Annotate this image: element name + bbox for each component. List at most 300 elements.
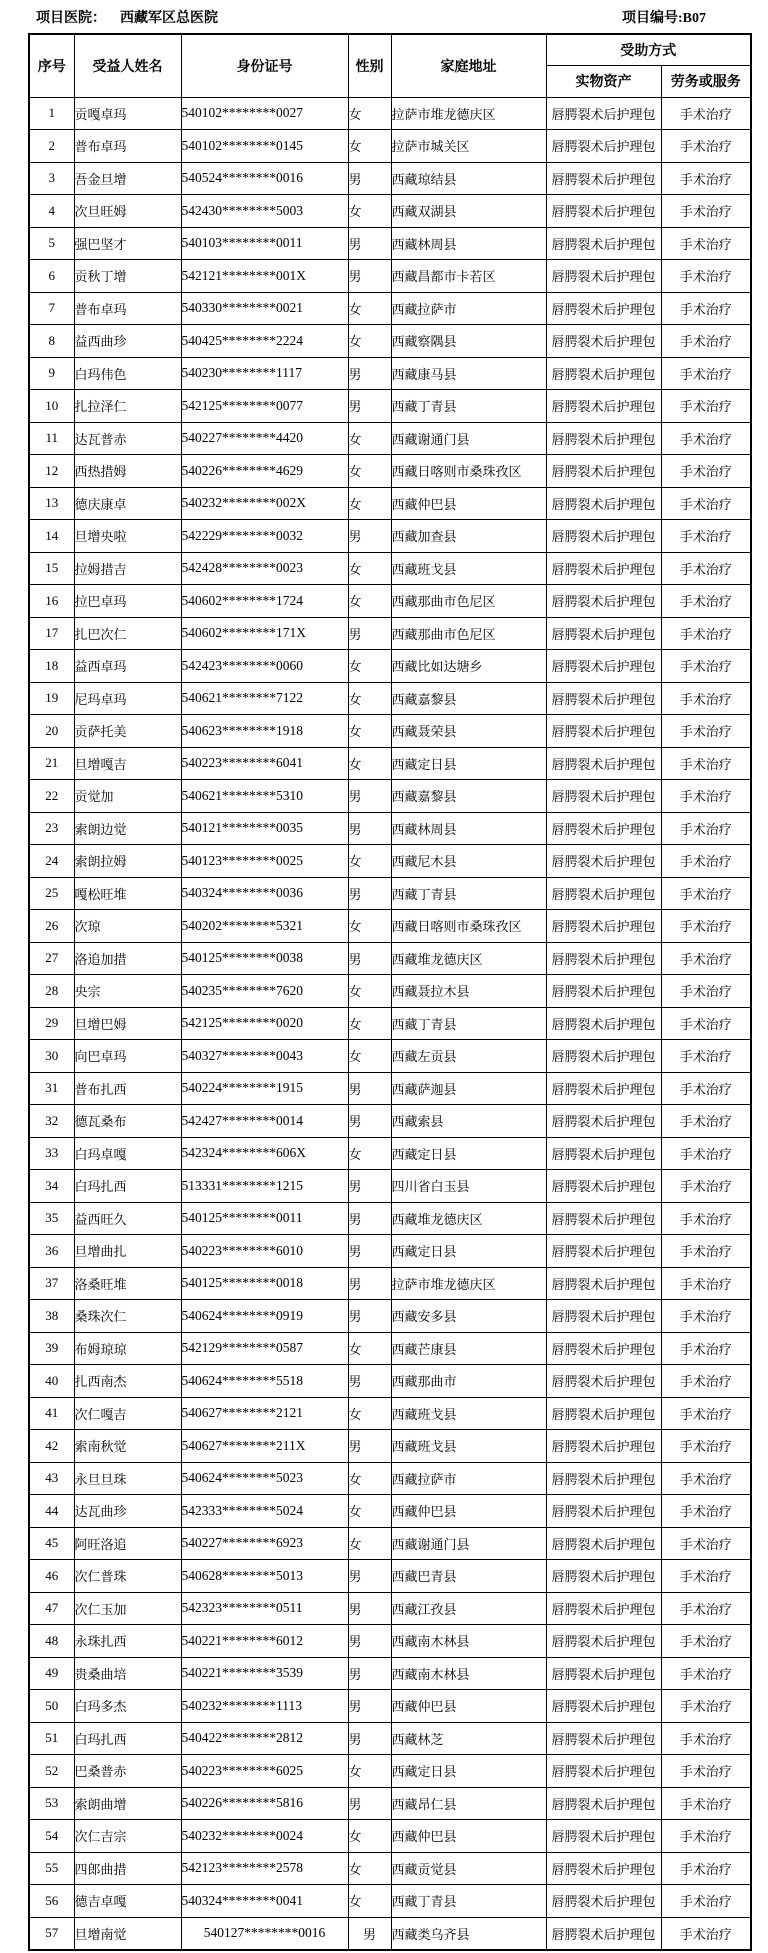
cell-address: 西藏林芝 <box>391 1722 546 1755</box>
cell-index: 32 <box>29 1105 74 1138</box>
cell-aid-physical: 唇腭裂术后护理包 <box>546 682 661 715</box>
cell-name: 嘎松旺堆 <box>74 877 181 910</box>
cell-gender: 男 <box>348 1300 391 1333</box>
cell-address: 西藏南木林县 <box>391 1657 546 1690</box>
cell-id-number: 540226********4629 <box>181 455 348 488</box>
cell-id-number: 542427********0014 <box>181 1105 348 1138</box>
beneficiary-table <box>28 33 752 1951</box>
cell-name: 洛追加措 <box>74 942 181 975</box>
cell-aid-physical: 唇腭裂术后护理包 <box>546 1300 661 1333</box>
cell-id-number: 540422********2812 <box>181 1722 348 1755</box>
cell-name: 达瓦曲珍 <box>74 1495 181 1528</box>
table-row <box>29 1527 751 1560</box>
cell-gender: 女 <box>348 325 391 358</box>
cell-gender: 女 <box>348 1885 391 1918</box>
cell-aid-service: 手术治疗 <box>661 162 751 195</box>
cell-aid-physical: 唇腭裂术后护理包 <box>546 1787 661 1820</box>
table-row <box>29 1397 751 1430</box>
cell-index: 2 <box>29 130 74 163</box>
cell-id-number: 540602********1724 <box>181 585 348 618</box>
table-row <box>29 1170 751 1203</box>
cell-aid-physical: 唇腭裂术后护理包 <box>546 260 661 293</box>
cell-gender: 男 <box>348 1917 391 1950</box>
cell-gender: 男 <box>348 227 391 260</box>
cell-name: 扎西南杰 <box>74 1365 181 1398</box>
table-row <box>29 357 751 390</box>
cell-name: 吾金旦增 <box>74 162 181 195</box>
cell-aid-service: 手术治疗 <box>661 325 751 358</box>
cell-gender: 男 <box>348 357 391 390</box>
cell-gender: 女 <box>348 1007 391 1040</box>
cell-aid-service: 手术治疗 <box>661 1690 751 1723</box>
cell-name: 白玛卓嘎 <box>74 1137 181 1170</box>
cell-name: 向巴卓玛 <box>74 1040 181 1073</box>
cell-id-number: 540624********5518 <box>181 1365 348 1398</box>
cell-address: 西藏那曲市 <box>391 1365 546 1398</box>
cell-aid-physical: 唇腭裂术后护理包 <box>546 1170 661 1203</box>
cell-address: 西藏贡觉县 <box>391 1852 546 1885</box>
cell-aid-service: 手术治疗 <box>661 97 751 130</box>
cell-aid-service: 手术治疗 <box>661 1722 751 1755</box>
cell-gender: 男 <box>348 1235 391 1268</box>
cell-index: 41 <box>29 1397 74 1430</box>
cell-gender: 女 <box>348 552 391 585</box>
cell-address: 西藏班戈县 <box>391 552 546 585</box>
cell-name: 白玛扎西 <box>74 1722 181 1755</box>
cell-aid-service: 手术治疗 <box>661 910 751 943</box>
cell-address: 西藏嘉黎县 <box>391 682 546 715</box>
cell-name: 旦增嘎吉 <box>74 747 181 780</box>
cell-address: 西藏比如达塘乡 <box>391 650 546 683</box>
cell-gender: 女 <box>348 1462 391 1495</box>
table-row <box>29 1040 751 1073</box>
cell-aid-service: 手术治疗 <box>661 682 751 715</box>
cell-address: 西藏那曲市色尼区 <box>391 617 546 650</box>
cell-index: 21 <box>29 747 74 780</box>
cell-aid-physical: 唇腭裂术后护理包 <box>546 715 661 748</box>
table-row <box>29 1202 751 1235</box>
cell-aid-physical: 唇腭裂术后护理包 <box>546 1820 661 1853</box>
cell-id-number: 540327********0043 <box>181 1040 348 1073</box>
cell-id-number: 542125********0077 <box>181 390 348 423</box>
cell-id-number: 540221********3539 <box>181 1657 348 1690</box>
cell-id-number: 542423********0060 <box>181 650 348 683</box>
cell-name: 旦增南觉 <box>74 1917 181 1950</box>
cell-id-number: 540624********5023 <box>181 1462 348 1495</box>
cell-address: 西藏仲巴县 <box>391 1820 546 1853</box>
cell-aid-service: 手术治疗 <box>661 1202 751 1235</box>
cell-gender: 女 <box>348 1332 391 1365</box>
cell-gender: 男 <box>348 617 391 650</box>
cell-address: 西藏日喀则市桑珠孜区 <box>391 455 546 488</box>
cell-aid-service: 手术治疗 <box>661 1170 751 1203</box>
cell-name: 益西旺久 <box>74 1202 181 1235</box>
cell-id-number: 542125********0020 <box>181 1007 348 1040</box>
table-row <box>29 1105 751 1138</box>
cell-address: 西藏芒康县 <box>391 1332 546 1365</box>
cell-address: 西藏丁青县 <box>391 877 546 910</box>
project-hospital <box>36 7 218 27</box>
cell-address: 西藏定日县 <box>391 1137 546 1170</box>
cell-aid-service: 手术治疗 <box>661 1332 751 1365</box>
cell-address: 西藏那曲市色尼区 <box>391 585 546 618</box>
cell-id-number: 540623********1918 <box>181 715 348 748</box>
cell-aid-physical: 唇腭裂术后护理包 <box>546 1040 661 1073</box>
cell-address: 西藏班戈县 <box>391 1397 546 1430</box>
cell-address: 西藏安多县 <box>391 1300 546 1333</box>
column-header-id: 身份证号 <box>181 34 348 97</box>
cell-address: 西藏索县 <box>391 1105 546 1138</box>
cell-index: 10 <box>29 390 74 423</box>
cell-gender: 男 <box>348 260 391 293</box>
cell-name: 永旦旦珠 <box>74 1462 181 1495</box>
cell-id-number: 540227********4420 <box>181 422 348 455</box>
cell-aid-physical: 唇腭裂术后护理包 <box>546 1657 661 1690</box>
cell-gender: 男 <box>348 780 391 813</box>
cell-address: 西藏班戈县 <box>391 1430 546 1463</box>
cell-id-number: 540123********0025 <box>181 845 348 878</box>
cell-name: 拉巴卓玛 <box>74 585 181 618</box>
cell-index: 13 <box>29 487 74 520</box>
column-header-aid-service: 劳务或服务 <box>661 65 751 97</box>
cell-aid-physical: 唇腭裂术后护理包 <box>546 585 661 618</box>
cell-name: 旦增央啦 <box>74 520 181 553</box>
table-row <box>29 1267 751 1300</box>
cell-aid-physical: 唇腭裂术后护理包 <box>546 1722 661 1755</box>
cell-index: 57 <box>29 1917 74 1950</box>
project-code <box>622 7 706 27</box>
cell-id-number: 542428********0023 <box>181 552 348 585</box>
cell-address: 西藏加查县 <box>391 520 546 553</box>
cell-aid-service: 手术治疗 <box>661 1625 751 1658</box>
table-row <box>29 1560 751 1593</box>
cell-aid-service: 手术治疗 <box>661 455 751 488</box>
cell-address: 西藏南木林县 <box>391 1625 546 1658</box>
cell-name: 布姆琼琼 <box>74 1332 181 1365</box>
table-row <box>29 1722 751 1755</box>
cell-aid-service: 手术治疗 <box>661 942 751 975</box>
cell-aid-service: 手术治疗 <box>661 390 751 423</box>
cell-index: 48 <box>29 1625 74 1658</box>
cell-index: 26 <box>29 910 74 943</box>
table-row <box>29 1657 751 1690</box>
cell-index: 47 <box>29 1592 74 1625</box>
cell-aid-physical: 唇腭裂术后护理包 <box>546 1105 661 1138</box>
cell-gender: 男 <box>348 520 391 553</box>
cell-name: 达瓦普赤 <box>74 422 181 455</box>
cell-aid-service: 手术治疗 <box>661 1007 751 1040</box>
cell-aid-service: 手术治疗 <box>661 1397 751 1430</box>
table-row <box>29 1365 751 1398</box>
cell-aid-service: 手术治疗 <box>661 292 751 325</box>
cell-gender: 女 <box>348 1040 391 1073</box>
cell-index: 29 <box>29 1007 74 1040</box>
cell-name: 西热措姆 <box>74 455 181 488</box>
cell-address: 西藏江孜县 <box>391 1592 546 1625</box>
cell-aid-physical: 唇腭裂术后护理包 <box>546 877 661 910</box>
cell-index: 16 <box>29 585 74 618</box>
cell-index: 19 <box>29 682 74 715</box>
cell-index: 3 <box>29 162 74 195</box>
cell-index: 30 <box>29 1040 74 1073</box>
cell-name: 阿旺洛追 <box>74 1527 181 1560</box>
cell-address: 西藏堆龙德庆区 <box>391 1202 546 1235</box>
cell-id-number: 540223********6041 <box>181 747 348 780</box>
cell-gender: 男 <box>348 1267 391 1300</box>
cell-gender: 女 <box>348 130 391 163</box>
cell-address: 西藏嘉黎县 <box>391 780 546 813</box>
cell-id-number: 542229********0032 <box>181 520 348 553</box>
cell-address: 西藏丁青县 <box>391 390 546 423</box>
cell-address: 拉萨市城关区 <box>391 130 546 163</box>
cell-aid-physical: 唇腭裂术后护理包 <box>546 1332 661 1365</box>
cell-name: 拉姆措吉 <box>74 552 181 585</box>
cell-aid-physical: 唇腭裂术后护理包 <box>546 97 661 130</box>
cell-gender: 男 <box>348 1170 391 1203</box>
cell-aid-service: 手术治疗 <box>661 1820 751 1853</box>
column-header-aid-physical: 实物资产 <box>546 65 661 97</box>
cell-name: 扎巴次仁 <box>74 617 181 650</box>
cell-name: 次琼 <box>74 910 181 943</box>
cell-address: 西藏昂仁县 <box>391 1787 546 1820</box>
cell-name: 次仁吉宗 <box>74 1820 181 1853</box>
cell-index: 46 <box>29 1560 74 1593</box>
cell-address: 西藏左贡县 <box>391 1040 546 1073</box>
cell-id-number: 540621********5310 <box>181 780 348 813</box>
cell-name: 桑珠次仁 <box>74 1300 181 1333</box>
cell-id-number: 540125********0018 <box>181 1267 348 1300</box>
table-row <box>29 1137 751 1170</box>
cell-aid-physical: 唇腭裂术后护理包 <box>546 422 661 455</box>
cell-index: 6 <box>29 260 74 293</box>
cell-address: 西藏定日县 <box>391 747 546 780</box>
cell-aid-physical: 唇腭裂术后护理包 <box>546 552 661 585</box>
cell-index: 35 <box>29 1202 74 1235</box>
cell-index: 56 <box>29 1885 74 1918</box>
cell-aid-service: 手术治疗 <box>661 1787 751 1820</box>
cell-id-number: 540232********0024 <box>181 1820 348 1853</box>
cell-address: 西藏聂荣县 <box>391 715 546 748</box>
cell-index: 31 <box>29 1072 74 1105</box>
cell-name: 强巴坚才 <box>74 227 181 260</box>
cell-index: 23 <box>29 812 74 845</box>
cell-name: 益西卓玛 <box>74 650 181 683</box>
cell-id-number: 542333********5024 <box>181 1495 348 1528</box>
cell-address: 西藏拉萨市 <box>391 1462 546 1495</box>
cell-id-number: 540226********5816 <box>181 1787 348 1820</box>
cell-gender: 男 <box>348 1365 391 1398</box>
cell-gender: 女 <box>348 1137 391 1170</box>
cell-aid-physical: 唇腭裂术后护理包 <box>546 1755 661 1788</box>
cell-id-number: 542123********2578 <box>181 1852 348 1885</box>
cell-aid-service: 手术治疗 <box>661 422 751 455</box>
project-hospital-label: 项目医院： <box>36 11 106 26</box>
cell-id-number: 540223********6010 <box>181 1235 348 1268</box>
cell-aid-physical: 唇腭裂术后护理包 <box>546 1202 661 1235</box>
cell-aid-service: 手术治疗 <box>661 1300 751 1333</box>
cell-id-number: 542323********0511 <box>181 1592 348 1625</box>
table-row <box>29 1007 751 1040</box>
cell-address: 西藏林周县 <box>391 227 546 260</box>
cell-index: 37 <box>29 1267 74 1300</box>
cell-index: 53 <box>29 1787 74 1820</box>
cell-name: 索南秋觉 <box>74 1430 181 1463</box>
table-row <box>29 682 751 715</box>
cell-id-number: 542430********5003 <box>181 195 348 228</box>
cell-name: 尼玛卓玛 <box>74 682 181 715</box>
table-row <box>29 812 751 845</box>
cell-index: 1 <box>29 97 74 130</box>
cell-gender: 男 <box>348 1690 391 1723</box>
cell-id-number: 540621********7122 <box>181 682 348 715</box>
cell-gender: 女 <box>348 650 391 683</box>
cell-aid-physical: 唇腭裂术后护理包 <box>546 1365 661 1398</box>
table-row <box>29 715 751 748</box>
cell-address: 西藏丁青县 <box>391 1885 546 1918</box>
cell-id-number: 540324********0036 <box>181 877 348 910</box>
table-row <box>29 585 751 618</box>
cell-id-number: 540232********1113 <box>181 1690 348 1723</box>
cell-aid-service: 手术治疗 <box>661 845 751 878</box>
cell-gender: 女 <box>348 292 391 325</box>
cell-index: 25 <box>29 877 74 910</box>
cell-id-number: 540235********7620 <box>181 975 348 1008</box>
table-row <box>29 1690 751 1723</box>
cell-aid-physical: 唇腭裂术后护理包 <box>546 1495 661 1528</box>
cell-aid-physical: 唇腭裂术后护理包 <box>546 487 661 520</box>
cell-address: 西藏堆龙德庆区 <box>391 942 546 975</box>
table-row <box>29 1430 751 1463</box>
cell-aid-service: 手术治疗 <box>661 130 751 163</box>
cell-aid-physical: 唇腭裂术后护理包 <box>546 1527 661 1560</box>
cell-gender: 女 <box>348 715 391 748</box>
cell-index: 5 <box>29 227 74 260</box>
cell-name: 普布卓玛 <box>74 130 181 163</box>
cell-aid-service: 手术治疗 <box>661 617 751 650</box>
table-row <box>29 487 751 520</box>
cell-aid-physical: 唇腭裂术后护理包 <box>546 455 661 488</box>
cell-aid-physical: 唇腭裂术后护理包 <box>546 812 661 845</box>
cell-address: 西藏林周县 <box>391 812 546 845</box>
cell-aid-service: 手术治疗 <box>661 1527 751 1560</box>
cell-address: 西藏萨迦县 <box>391 1072 546 1105</box>
cell-id-number: 540627********211X <box>181 1430 348 1463</box>
cell-aid-physical: 唇腭裂术后护理包 <box>546 1072 661 1105</box>
cell-gender: 男 <box>348 877 391 910</box>
table-row <box>29 1755 751 1788</box>
cell-gender: 男 <box>348 390 391 423</box>
cell-gender: 女 <box>348 195 391 228</box>
cell-name: 次仁玉加 <box>74 1592 181 1625</box>
column-header-aid-group: 受助方式 <box>546 34 751 65</box>
cell-aid-physical: 唇腭裂术后护理包 <box>546 780 661 813</box>
cell-name: 普布扎西 <box>74 1072 181 1105</box>
cell-gender: 女 <box>348 1820 391 1853</box>
cell-index: 4 <box>29 195 74 228</box>
cell-address: 西藏尼木县 <box>391 845 546 878</box>
cell-address: 西藏定日县 <box>391 1235 546 1268</box>
cell-gender: 女 <box>348 487 391 520</box>
document-header <box>0 0 768 33</box>
table-row <box>29 747 751 780</box>
cell-id-number: 540624********0919 <box>181 1300 348 1333</box>
cell-id-number: 540227********6923 <box>181 1527 348 1560</box>
cell-gender: 女 <box>348 1495 391 1528</box>
cell-index: 50 <box>29 1690 74 1723</box>
cell-gender: 女 <box>348 1397 391 1430</box>
cell-aid-physical: 唇腭裂术后护理包 <box>546 162 661 195</box>
cell-aid-physical: 唇腭裂术后护理包 <box>546 1397 661 1430</box>
cell-aid-service: 手术治疗 <box>661 747 751 780</box>
table-row <box>29 1592 751 1625</box>
column-header-gender: 性别 <box>348 34 391 97</box>
cell-index: 36 <box>29 1235 74 1268</box>
cell-address: 西藏察隅县 <box>391 325 546 358</box>
cell-aid-physical: 唇腭裂术后护理包 <box>546 1885 661 1918</box>
table-row <box>29 292 751 325</box>
cell-address: 西藏聂拉木县 <box>391 975 546 1008</box>
cell-name: 旦增巴姆 <box>74 1007 181 1040</box>
cell-address: 西藏康马县 <box>391 357 546 390</box>
cell-aid-service: 手术治疗 <box>661 1105 751 1138</box>
cell-aid-service: 手术治疗 <box>661 1560 751 1593</box>
cell-index: 51 <box>29 1722 74 1755</box>
cell-index: 20 <box>29 715 74 748</box>
cell-name: 四郎曲措 <box>74 1852 181 1885</box>
table-row <box>29 650 751 683</box>
cell-id-number: 540628********5013 <box>181 1560 348 1593</box>
cell-aid-service: 手术治疗 <box>661 487 751 520</box>
cell-id-number: 540425********2224 <box>181 325 348 358</box>
cell-index: 44 <box>29 1495 74 1528</box>
cell-aid-physical: 唇腭裂术后护理包 <box>546 975 661 1008</box>
cell-address: 西藏昌都市卡若区 <box>391 260 546 293</box>
table-row <box>29 975 751 1008</box>
project-code-label: 项目编号: <box>621 11 683 26</box>
cell-aid-physical: 唇腭裂术后护理包 <box>546 130 661 163</box>
cell-gender: 男 <box>348 1787 391 1820</box>
cell-index: 34 <box>29 1170 74 1203</box>
cell-name: 贡秋丁增 <box>74 260 181 293</box>
cell-address: 西藏日喀则市桑珠孜区 <box>391 910 546 943</box>
cell-address: 拉萨市堆龙德庆区 <box>391 1267 546 1300</box>
cell-aid-service: 手术治疗 <box>661 812 751 845</box>
cell-name: 旦增曲扎 <box>74 1235 181 1268</box>
cell-gender: 男 <box>348 942 391 975</box>
cell-gender: 女 <box>348 1852 391 1885</box>
cell-name: 贡觉加 <box>74 780 181 813</box>
cell-gender: 女 <box>348 455 391 488</box>
cell-aid-service: 手术治疗 <box>661 1852 751 1885</box>
cell-index: 17 <box>29 617 74 650</box>
table-row <box>29 617 751 650</box>
cell-name: 次仁嘎吉 <box>74 1397 181 1430</box>
cell-name: 普布卓玛 <box>74 292 181 325</box>
cell-index: 11 <box>29 422 74 455</box>
table-row <box>29 325 751 358</box>
cell-index: 33 <box>29 1137 74 1170</box>
cell-index: 15 <box>29 552 74 585</box>
cell-id-number: 540125********0038 <box>181 942 348 975</box>
cell-address: 西藏仲巴县 <box>391 487 546 520</box>
cell-id-number: 540202********5321 <box>181 910 348 943</box>
table-row <box>29 195 751 228</box>
cell-index: 7 <box>29 292 74 325</box>
cell-index: 9 <box>29 357 74 390</box>
cell-name: 次仁普珠 <box>74 1560 181 1593</box>
cell-address: 西藏仲巴县 <box>391 1690 546 1723</box>
cell-address: 西藏拉萨市 <box>391 292 546 325</box>
